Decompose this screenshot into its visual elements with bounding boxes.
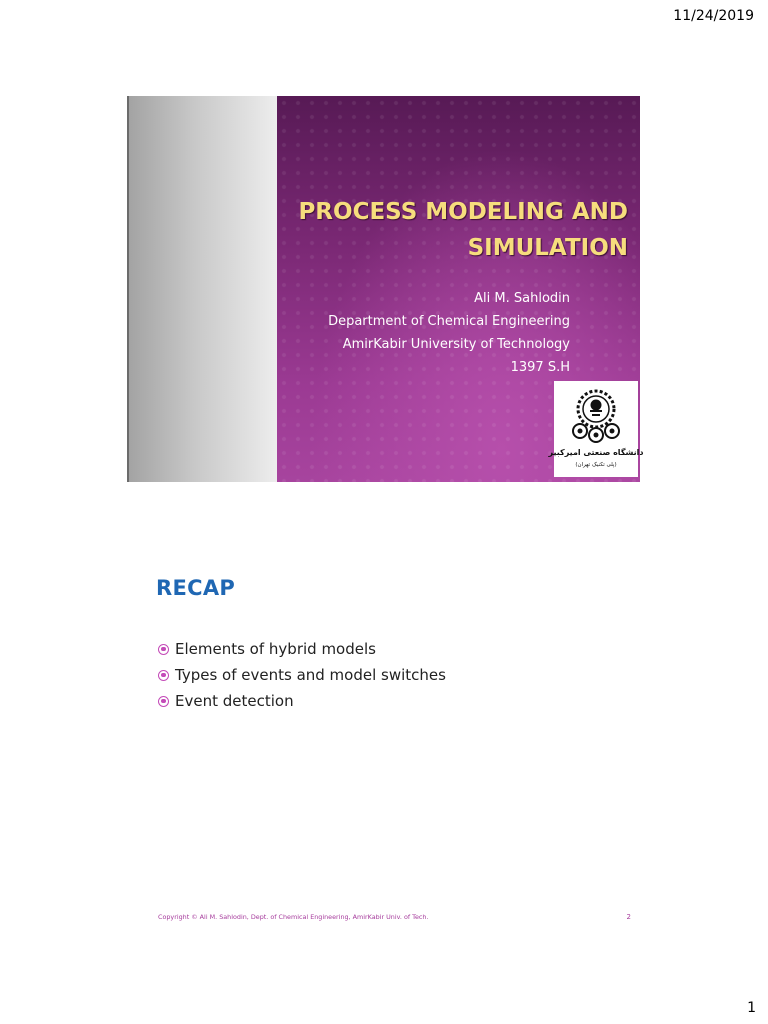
recap-slide — [127, 546, 640, 932]
logo-subcaption: (پلی تکنیک تهران) — [575, 462, 617, 468]
title-slide — [127, 96, 644, 482]
recap-title: RECAP — [156, 576, 236, 600]
page-date: 11/24/2019 — [673, 8, 754, 24]
bullet-list — [158, 636, 446, 714]
bullet-text: Event detection — [175, 692, 294, 710]
logo-caption: دانشگاه صنعتی امیرکبیر — [548, 448, 644, 457]
slide-main-panel — [277, 96, 644, 482]
university-logo — [548, 381, 644, 477]
author-year: 1397 S.H — [510, 360, 570, 375]
target-bullet-icon — [158, 696, 169, 707]
slide-footer-copyright: Copyright © Ali M. Sahlodin, Dept. of Chemical Engineering, AmirKabir Univ. of Tech. — [158, 913, 429, 921]
university-logo-icon — [548, 381, 644, 477]
slide-edge-line — [127, 96, 129, 482]
author-name: Ali M. Sahlodin — [474, 291, 570, 306]
page-number: 1 — [747, 1000, 756, 1016]
bullet-item — [158, 636, 446, 662]
target-bullet-icon — [158, 644, 169, 655]
author-department: Department of Chemical Engineering — [328, 314, 570, 329]
slide-title-line: SIMULATION — [467, 235, 628, 261]
bullet-text: Types of events and model switches — [175, 666, 446, 684]
slide-number: 2 — [626, 913, 631, 921]
author-block — [250, 287, 570, 379]
bullet-text: Elements of hybrid models — [175, 640, 376, 658]
slide-title — [248, 194, 628, 266]
bullet-item — [158, 662, 446, 688]
slide-title-line: PROCESS MODELING AND — [298, 199, 628, 225]
author-university: AmirKabir University of Technology — [342, 337, 570, 352]
bullet-item — [158, 688, 446, 714]
target-bullet-icon — [158, 670, 169, 681]
